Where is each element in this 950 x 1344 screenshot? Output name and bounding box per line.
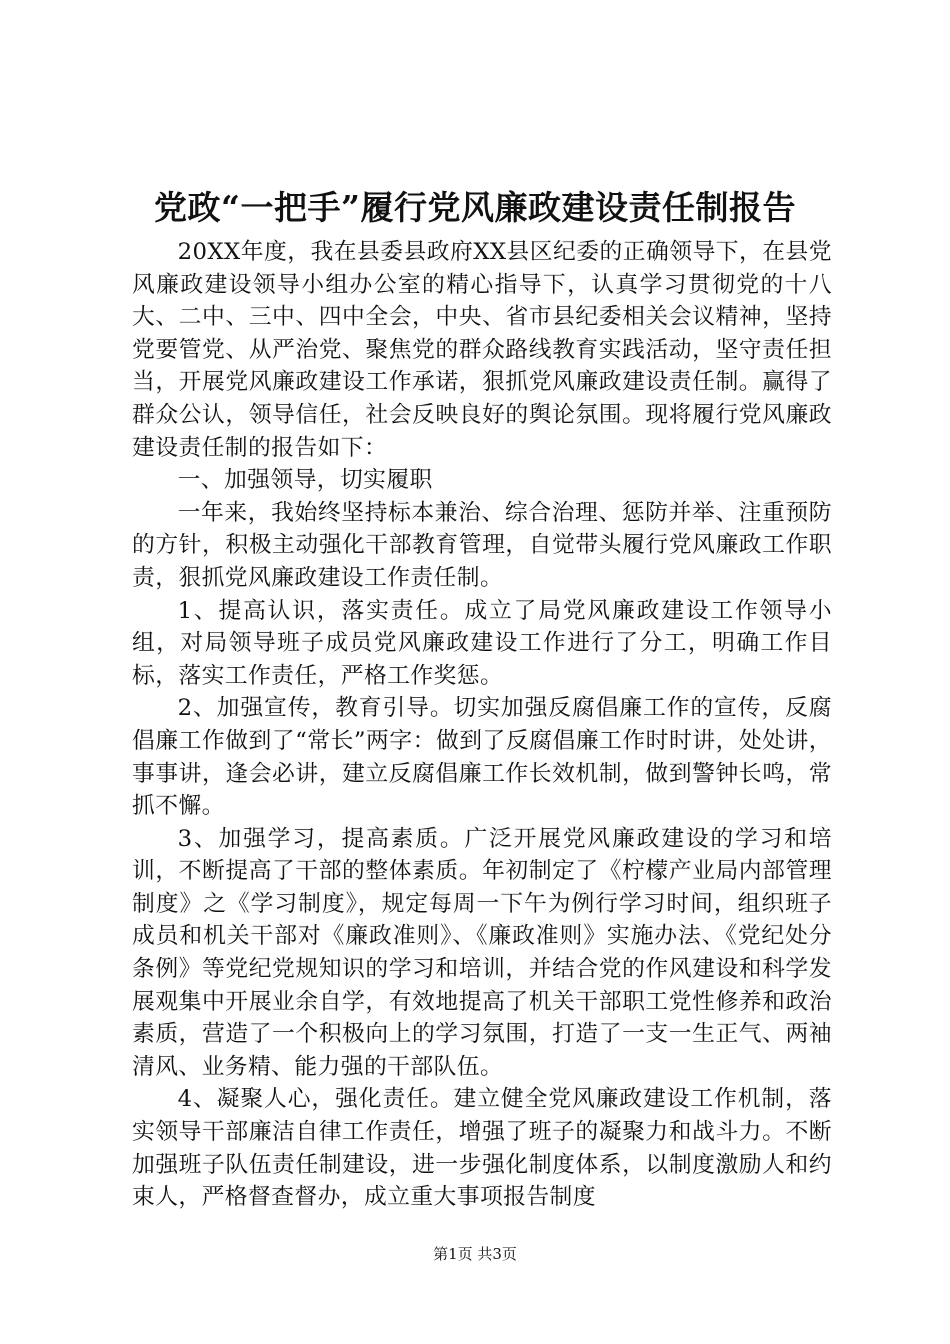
paragraph-intro: 20XX年度，我在县委县政府XX县区纪委的正确领导下，在县党风廉政建设领导小组办公室的精心指导下，认真学习贯彻党的十八大、二中、三中、四中全会，中央、省市县纪委相关会议精神，坚持党要管党、从严治党、聚焦党的群众路线教育实践活动，坚守责任担当，开展党风廉政建设工作承诺，狠抓党风廉政建设责任制。赢得了群众公认，领导信任，社会反映良好的舆论氛围。现将履行党风廉政建设责任制的报告如下： — [132, 239, 832, 461]
document-body — [132, 236, 832, 1214]
paragraph-item-4: 4、凝聚人心，强化责任。建立健全党风廉政建设工作机制，落实领导干部廉洁自律工作责任，增强了班子的凝聚力和战斗力。不断加强班子队伍责任制建设，进一步强化制度体系，以制度激励人和约束人，严格督查督办，成立重大事项报告制度 — [132, 1086, 832, 1211]
paragraph-item-1: 1、提高认识，落实责任。成立了局党风廉政建设工作领导小组，对局领导班子成员党风廉政建设工作进行了分工，明确工作目标，落实工作责任，严格工作奖惩。 — [132, 597, 832, 689]
section-heading-1: 一、加强领导，切实履职 — [177, 467, 433, 494]
document-title: 党政“一把手”履行党风廉政建设责任制报告 — [154, 188, 796, 227]
paragraph-item-2: 2、加强宣传，教育引导。切实加强反腐倡廉工作的宣传，反腐倡廉工作做到了“常长”两字：做到了反腐倡廉工作时时讲，处处讲，事事讲，逢会必讲，建立反腐倡廉工作长效机制，做到警钟长鸣，常抓不懈。 — [132, 695, 832, 820]
paragraph-item-3: 3、加强学习，提高素质。广泛开展党风廉政建设的学习和培训，不断提高了干部的整体素质。年初制定了《柠檬产业局内部管理制度》之《学习制度》，规定每周一下午为例行学习时间，组织班子成员和机关干部对《廉政准则》、《廉政准则》实施办法、《党纪处分条例》等党纪党规知识的学习和培训，并结合党的作风建设和科学发展观集中开展业余自学，有效地提高了机关干部职工党性修养和政治素质，营造了一个积极向上的学习氛围，打造了一支一生正气、两袖清风、业务精、能力强的干部队伍。 — [132, 825, 832, 1080]
page-number-footer: 第1页 共3页 — [433, 1245, 517, 1263]
paragraph-overview: 一年来，我始终坚持标本兼治、综合治理、惩防并举、注重预防的方针，积极主动强化干部教育管理，自觉带头履行党风廉政工作职责，狠抓党风廉政建设工作责任制。 — [132, 499, 832, 591]
